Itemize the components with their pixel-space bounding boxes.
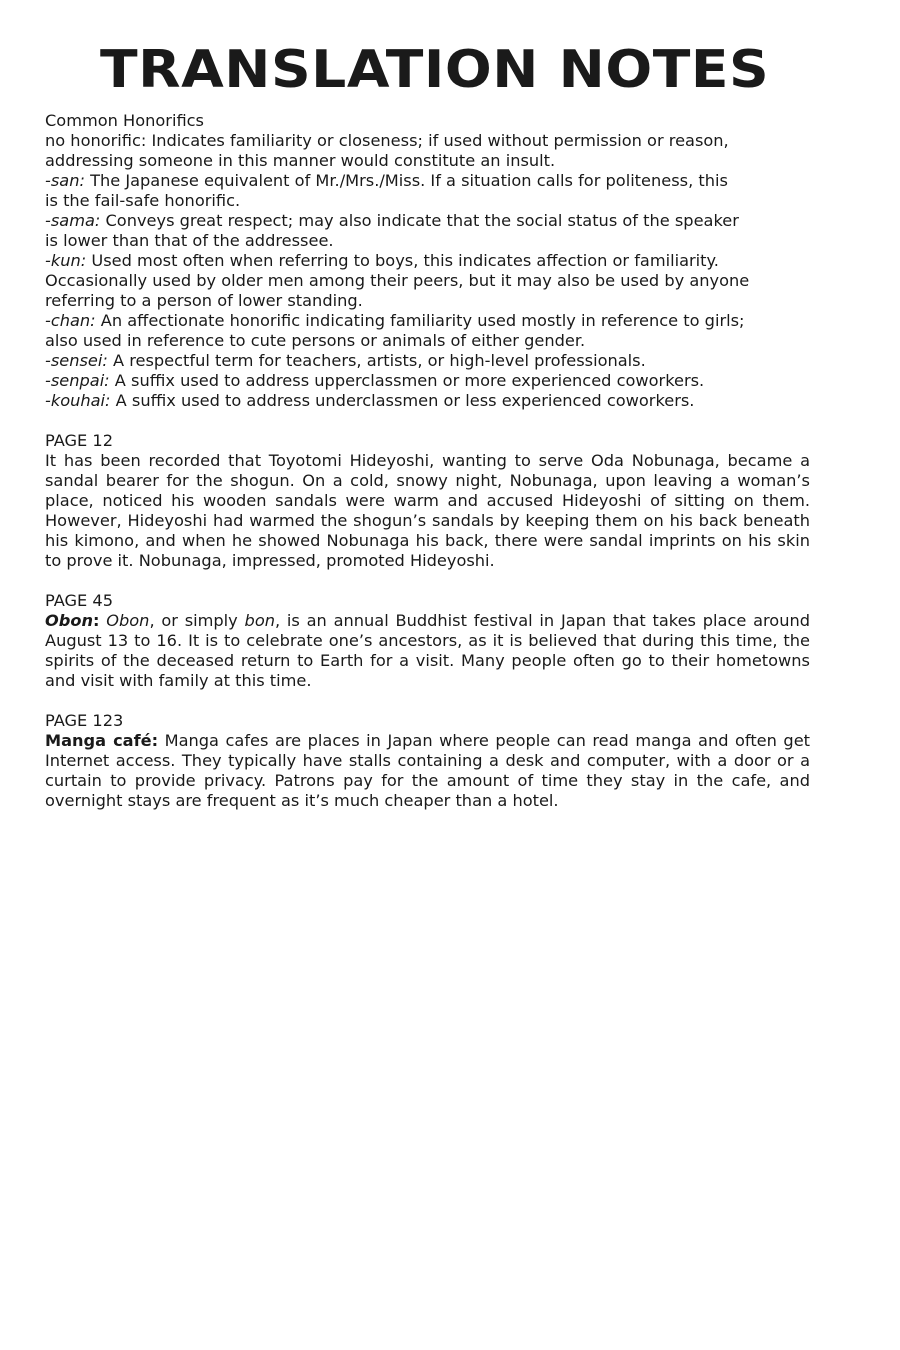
honorific-san-term: -san:	[45, 171, 85, 190]
honorific-chan-line-2: also used in reference to cute persons or animals of either gender.	[45, 331, 586, 350]
section-gap	[45, 691, 810, 711]
honorific-kun-line-3: referring to a person of lower standing.	[45, 291, 363, 310]
honorific-senpai-line	[45, 371, 810, 391]
note-page-123-heading: PAGE 123	[45, 711, 124, 730]
honorific-san-line-1	[45, 171, 810, 191]
note-page-45-term: Obon	[45, 611, 93, 630]
honorific-chan-line-1	[45, 311, 810, 331]
honorific-none-line-2: addressing someone in this manner would constitute an insult.	[45, 151, 556, 170]
honorific-kouhai-term: -kouhai:	[45, 391, 111, 410]
honorific-sama-line-1	[45, 211, 810, 231]
honorific-senpai-term: -senpai:	[45, 371, 110, 390]
honorific-kouhai-text: A suffix used to address underclassmen or less experienced coworkers.	[110, 391, 695, 410]
honorific-sensei-text: A respectful term for teachers, artists, or high-level professionals.	[107, 351, 646, 370]
note-page-45-mid: , or simply	[149, 611, 245, 630]
note-page-123-text: Manga cafes are places in Japan where people can read manga and often get Internet access. They typically have stalls containing a desk and computer, with a door or a curtain to provide privacy. Patrons pay for the amount of time they stay in the cafe, and overnight stays are frequent as it’s much cheaper than a hotel.	[45, 731, 810, 810]
page-title: TRANSLATION NOTES	[100, 40, 770, 100]
honorific-kun-line-1	[45, 251, 810, 271]
honorific-kun-term: -kun:	[45, 251, 87, 270]
honorifics-heading: Common Honorifics	[45, 111, 204, 130]
note-page-123-text-block	[45, 731, 810, 811]
honorific-kouhai-line	[45, 391, 810, 411]
honorific-sensei-line	[45, 351, 810, 371]
note-page-12-text: It has been recorded that Toyotomi Hideyoshi, wanting to serve Oda Nobunaga, became a sandal bearer for the shogun. On a cold, snowy night, Nobunaga, upon leaving a woman’s place, noticed his wooden sandals were warm and accused Hideyoshi of sitting on them. However, Hideyoshi had warmed the shogun’s sandals by keeping them on his back beneath his kimono, and when he showed Nobunaga his back, there were sandal imprints on his skin to prove it. Nobunaga, impressed, promoted Hideyoshi.	[45, 451, 810, 570]
honorific-san-text: The Japanese equivalent of Mr./Mrs./Miss. If a situation calls for politeness, this	[84, 171, 728, 190]
note-page-12-heading: PAGE 12	[45, 431, 114, 450]
note-page-123-term: Manga café:	[45, 731, 159, 750]
honorific-none-line-1: no honorific: Indicates familiarity or closeness; if used without permission or reason,	[45, 131, 729, 150]
note-page-45-heading: PAGE 45	[45, 591, 114, 610]
honorific-kun-line-2: Occasionally used by older men among their peers, but it may also be used by anyone	[45, 271, 750, 290]
note-page-45-obon-italic: Obon	[106, 611, 150, 630]
note-page-45-colon: :	[93, 611, 100, 630]
honorific-sama-text: Conveys great respect; may also indicate that the social status of the speaker	[100, 211, 739, 230]
honorifics-section	[45, 111, 810, 411]
section-gap	[45, 571, 810, 591]
honorific-chan-term: -chan:	[45, 311, 96, 330]
notes-content	[45, 111, 810, 811]
honorific-kun-text: Used most often when referring to boys, this indicates affection or familiarity.	[86, 251, 719, 270]
honorific-chan-text: An affectionate honorific indicating familiarity used mostly in reference to girls;	[95, 311, 745, 330]
honorific-sama-term: -sama:	[45, 211, 101, 230]
note-page-45-text-block	[45, 611, 810, 691]
note-page-12	[45, 431, 810, 571]
note-page-123	[45, 711, 810, 811]
honorific-sama-line-2: is lower than that of the addressee.	[45, 231, 334, 250]
note-page-45-text: , is an annual Buddhist festival in Japan that takes place around August 13 to 16. It is to celebrate one’s ancestors, as it is believed that during this time, the spirits of the deceased return to Earth for a visit. Many people often go to their hometowns and visit with family at this time.	[45, 611, 810, 690]
honorific-senpai-text: A suffix used to address upperclassmen or more experienced coworkers.	[109, 371, 705, 390]
section-gap	[45, 411, 810, 431]
honorific-san-line-2: is the fail-safe honorific.	[45, 191, 241, 210]
honorific-sensei-term: -sensei:	[45, 351, 108, 370]
note-page-45-bon-italic: bon	[244, 611, 275, 630]
note-page-45	[45, 591, 810, 691]
